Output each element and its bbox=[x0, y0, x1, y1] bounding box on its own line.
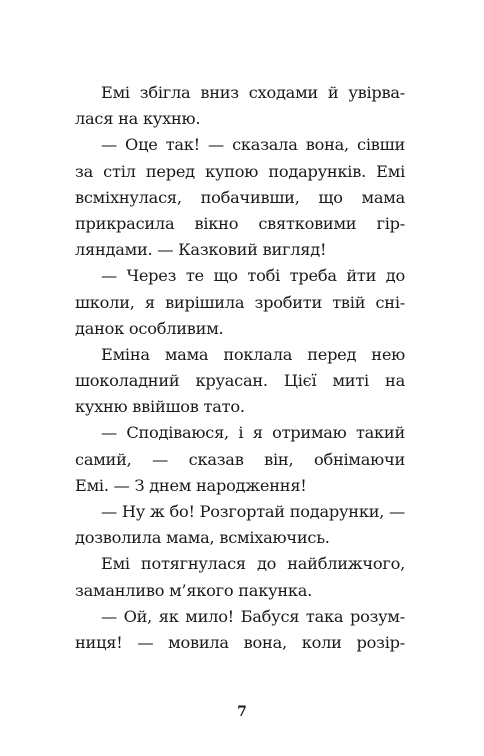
text-line: кухню ввійшов тато. bbox=[75, 397, 245, 417]
text-line: школи, я вирішила зробити твій сні- bbox=[75, 292, 405, 312]
page-number: 7 bbox=[237, 704, 247, 720]
text-line: ляндами. — Казковий вигляд! bbox=[75, 240, 327, 260]
text-line: Емі. — З днем народження! bbox=[75, 475, 307, 495]
text-line: — Оце так! — сказала вона, сівши bbox=[101, 135, 405, 155]
text-line: лася на кухню. bbox=[75, 109, 201, 129]
text-line: Емі потягнулася до найближчого, bbox=[101, 554, 405, 574]
text-line: данок особливим. bbox=[75, 318, 224, 338]
text-line: самий, — сказав він, обнімаючи bbox=[75, 449, 405, 469]
text-line: — Сподіваюся, і я отримаю такий bbox=[101, 423, 405, 443]
text-line: Емі збігла вниз сходами й увірва- bbox=[101, 83, 405, 102]
text-line: — Через те що тобі треба йти до bbox=[101, 266, 405, 286]
text-line: Еміна мама поклала перед нею bbox=[101, 344, 405, 364]
text-line: дозволила мама, всміхаючись. bbox=[75, 528, 330, 548]
text-line: шоколадний круасан. Цієї миті на bbox=[75, 371, 405, 391]
text-line: — Ну ж бо! Розгортай подарунки, — bbox=[101, 502, 405, 521]
body-text bbox=[75, 80, 405, 656]
text-line: заманливо м’якого пакунка. bbox=[75, 580, 313, 600]
text-line: за стіл перед купою подарунків. Емі bbox=[75, 161, 405, 181]
text-line: ниця! — мовила вона, коли розір- bbox=[75, 632, 405, 652]
text-line: прикрасила вікно святковими гір- bbox=[75, 213, 405, 233]
text-line: — Ой, як мило! Бабуся така розум- bbox=[101, 606, 405, 626]
text-line: всміхнулася, побачивши, що мама bbox=[75, 187, 405, 207]
